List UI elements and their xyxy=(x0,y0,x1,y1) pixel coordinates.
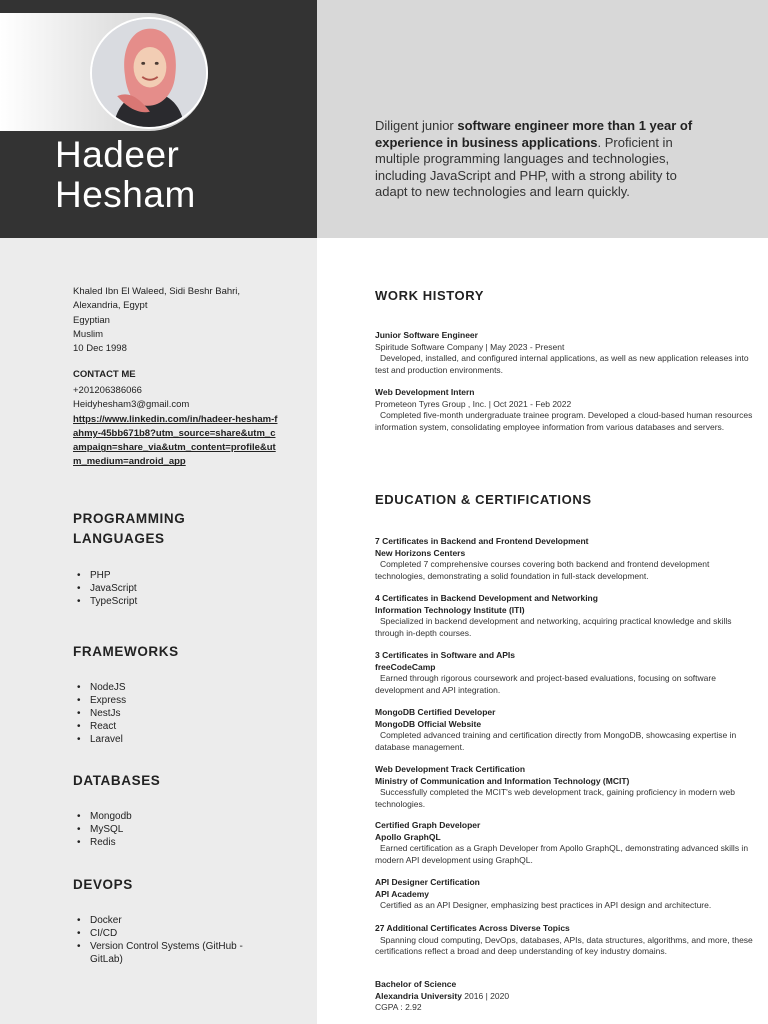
devops-heading: DEVOPS xyxy=(73,877,133,892)
entry-institution: New Horizons Centers xyxy=(375,547,466,558)
list-item: • NodeJS xyxy=(73,681,126,694)
education-entry xyxy=(375,707,753,753)
address-line-2: Alexandria, Egypt xyxy=(73,300,148,312)
avatar xyxy=(90,17,208,129)
entry-description: Developed, installed, and configured internal applications, as well as new application releases into test and production environments. xyxy=(375,353,749,375)
degree-entry xyxy=(375,979,753,1014)
entry-title: Web Development Intern xyxy=(375,387,475,397)
list-item: • Mongodb xyxy=(73,810,132,823)
entry-title: 4 Certificates in Backend Development and Networking xyxy=(375,593,598,603)
full-name xyxy=(55,135,196,215)
entry-description: Earned certification as a Graph Developer from Apollo GraphQL, demonstrating advanced skills in modern API development using GraphQL. xyxy=(375,843,749,865)
work-entry xyxy=(375,387,753,433)
list-item: • Express xyxy=(73,694,126,707)
personal-info xyxy=(73,285,263,356)
programming-heading-l1: PROGRAMMING xyxy=(73,511,186,526)
education-entry xyxy=(375,877,753,912)
education-heading: EDUCATION & CERTIFICATIONS xyxy=(375,492,592,507)
programming-heading-l2: LANGUAGES xyxy=(73,531,165,546)
nationality: Egyptian xyxy=(73,314,110,326)
degree-school: Alexandria University xyxy=(375,990,462,1001)
list-item: • MySQL xyxy=(73,823,132,836)
databases-list xyxy=(73,810,132,849)
contact-info xyxy=(73,384,278,470)
list-item: • Redis xyxy=(73,836,132,849)
profile-summary xyxy=(375,118,695,201)
contact-title: CONTACT ME xyxy=(73,369,136,380)
entry-institution: MongoDB Official Website xyxy=(375,718,482,729)
entry-description: Successfully completed the MCIT's web development track, gaining proficiency in modern web technologies. xyxy=(375,787,736,809)
list-item: • Docker xyxy=(73,914,263,927)
address-line-1: Khaled Ibn El Waleed, Sidi Beshr Bahri, xyxy=(73,286,241,297)
phone: +201206386066 xyxy=(73,385,142,396)
list-item: • TypeScript xyxy=(73,595,137,608)
frameworks-heading: FRAMEWORKS xyxy=(73,644,179,659)
entry-title: Certified Graph Developer xyxy=(375,820,481,830)
entry-description: Completed five-month undergraduate trainee program. Developed a cloud-based human resources information system, consolidating employee information from various databases and servers. xyxy=(375,410,753,432)
programming-languages-heading xyxy=(73,509,185,549)
entry-title: MongoDB Certified Developer xyxy=(375,707,496,717)
education-entry xyxy=(375,820,753,866)
entry-title: 27 Additional Certificates Across Diverse Topics xyxy=(375,923,570,933)
education-entry xyxy=(375,536,753,582)
entry-description: Certified as an API Designer, emphasizing best practices in API design and architecture. xyxy=(380,900,712,910)
list-item: • React xyxy=(73,720,126,733)
linkedin-link[interactable]: https://www.linkedin.com/in/hadeer-hesham-fahmy-45bb671b8?utm_source=share&utm_campaign=share_via&utm_content=profile&utm_medium=android_app xyxy=(73,413,278,468)
entry-description: Completed advanced training and certification directly from MongoDB, showcasing expertise in database management. xyxy=(375,730,737,752)
entry-title: 3 Certificates in Software and APIs xyxy=(375,650,515,660)
entry-title: Web Development Track Certification xyxy=(375,764,526,774)
entry-title: 7 Certificates in Backend and Frontend Development xyxy=(375,536,589,546)
entry-institution: freeCodeCamp xyxy=(375,661,436,672)
degree-years: 2016 | 2020 xyxy=(461,990,510,1001)
frameworks-list xyxy=(73,681,126,746)
entry-description: Earned through rigorous coursework and project-based evaluations, focusing on software development and API integration. xyxy=(375,673,716,695)
list-item: • NestJs xyxy=(73,707,126,720)
entry-institution: API Academy xyxy=(375,888,430,899)
first-name: Hadeer xyxy=(55,134,180,175)
education-entry xyxy=(375,764,753,810)
devops-list xyxy=(73,914,263,966)
degree-school-line xyxy=(375,991,753,1003)
entry-subtitle: Spiritude Software Company | May 2023 - Present xyxy=(375,341,565,352)
work-entry xyxy=(375,330,753,376)
entry-title: Junior Software Engineer xyxy=(375,330,478,340)
entry-description: Completed 7 comprehensive courses covering both backend and frontend development technologies, demonstrating a solid foundation in full-stack development. xyxy=(375,559,710,581)
last-name: Hesham xyxy=(55,174,196,215)
entry-institution: Apollo GraphQL xyxy=(375,831,441,842)
entry-institution: Ministry of Communication and Information Technology (MCIT) xyxy=(375,775,630,786)
list-item: • Laravel xyxy=(73,733,126,746)
work-history-heading: WORK HISTORY xyxy=(375,288,485,303)
education-entry xyxy=(375,650,753,696)
entry-description: Spanning cloud computing, DevOps, databases, APIs, data structures, algorithms, and more, these certifications reflect a broad and deep understanding of key industry domains. xyxy=(375,934,753,956)
degree-gpa: CGPA : 2.92 xyxy=(375,1002,422,1012)
person-photo-icon xyxy=(92,19,206,127)
entry-subtitle: Prometeon Tyres Group , Inc. | Oct 2021 - Feb 2022 xyxy=(375,398,572,409)
list-item: • PHP xyxy=(73,569,137,582)
religion: Muslim xyxy=(73,328,104,340)
summary-text-1: Diligent junior xyxy=(375,118,458,133)
summary-text-bold: software engineer more than 1 year of experience in business applications xyxy=(375,118,693,150)
entry-description: Specialized in backend development and networking, acquiring practical knowledge and skills through in-depth courses. xyxy=(375,616,732,638)
education-entry xyxy=(375,593,753,639)
email: Heidyhesham3@gmail.com xyxy=(73,399,190,411)
summary-text-2: . Proficient in multiple programming languages and technologies, including JavaScript and PHP, with a strong ability to adapt to new technologies and learn quickly. xyxy=(375,134,677,199)
list-item: • Version Control Systems (GitHub - GitLab) xyxy=(73,940,263,966)
entry-title: API Designer Certification xyxy=(375,877,480,887)
programming-languages-list xyxy=(73,569,137,608)
databases-heading: DATABASES xyxy=(73,773,161,788)
entry-institution: Information Technology Institute (ITI) xyxy=(375,604,525,615)
degree-title: Bachelor of Science xyxy=(375,979,457,989)
list-item: • JavaScript xyxy=(73,582,137,595)
birthdate: 10 Dec 1998 xyxy=(73,343,127,355)
education-entry xyxy=(375,923,753,958)
list-item: • CI/CD xyxy=(73,927,263,940)
